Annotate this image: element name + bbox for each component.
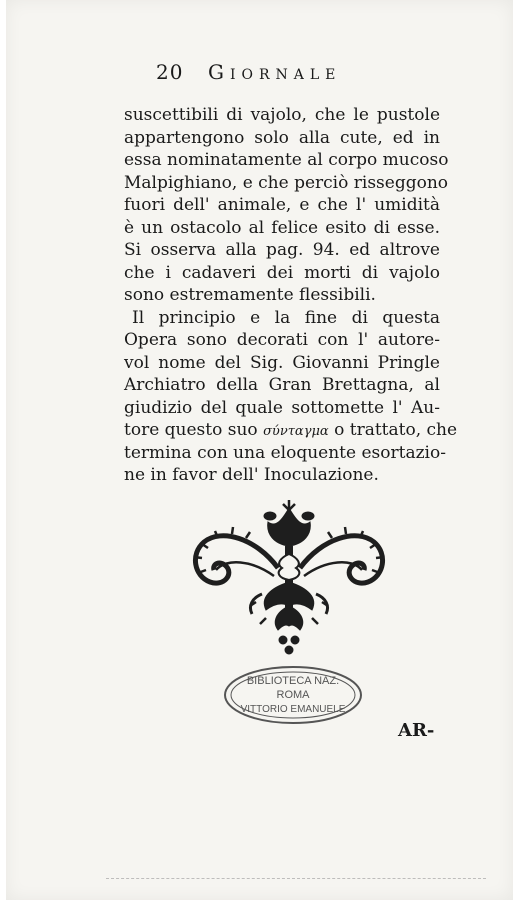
text-line: Si osserva alla pag. 94. ed altrove [124,240,440,260]
text-line: essa nominatamente al corpo mucoso [124,150,449,170]
catchword: AR- [398,720,435,741]
library-stamp [222,664,364,726]
stamp-line-1: BIBLIOTECA NAZ. [246,675,340,687]
text-line [124,419,458,442]
running-title: Giornale [208,60,342,84]
stamp-line-3: VITTORIO EMANUELE [240,704,346,715]
text-fragment: o trattato, che [328,420,458,440]
text-line: giudizio del quale sottomette l' Au- [124,397,440,418]
stamp-line-2: ROMA [276,689,310,701]
text-line: Malpighiano, e che perciò risseggono [124,172,449,193]
text-line: appartengono solo alla cute, ed in [124,127,440,148]
page-number: 20 [156,60,184,84]
greek-word: σύνταγμα [263,424,329,439]
paragraph-start-line: Il principio e la fine di questa [132,307,440,328]
text-line: Archiatro della Gran Brettagna, al [124,375,440,395]
bottom-edge-rule [106,878,486,881]
text-line: vol nome del Sig. Giovanni Pringle [124,352,440,373]
text-line: è un ostacolo al felice esito di esse. [124,217,440,238]
text-line: fuori dell' animale, e che l' umidità [124,195,440,215]
floral-ornament [186,498,392,656]
page-header [156,60,396,88]
page-edge [513,0,519,900]
text-line: ne in favor dell' Inoculazione. [124,465,379,485]
text-line: suscettibili di vajolo, che le pustole [124,105,440,125]
body-text [124,104,458,487]
text-line: termina con una eloquente esortazio- [124,442,446,463]
text-line: che i cadaveri dei morti di vajolo [124,262,440,283]
book-page [6,0,513,900]
text-line: sono estremamente flessibili. [124,285,376,305]
text-fragment: tore questo suo [124,420,264,440]
text-line: Opera sono decorati con l' autore- [124,330,440,350]
